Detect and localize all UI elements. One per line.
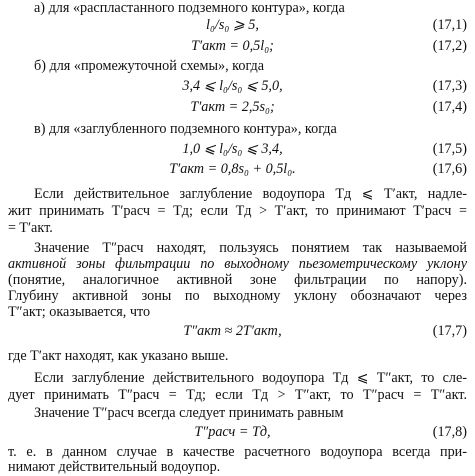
text-line bbox=[8, 304, 467, 321]
text-line bbox=[34, 0, 467, 17]
text-line bbox=[34, 240, 467, 257]
formula-text: 3,4 ⩽ l₀/s₀ ⩽ 5,0, bbox=[182, 78, 283, 94]
formula-text: T′акт = 0,8s₀ + 0,5l₀. bbox=[169, 161, 296, 177]
equation-number: (17,5) bbox=[432, 141, 467, 157]
formula-line bbox=[60, 17, 405, 34]
line-text: где T′акт находят, как указано выше. bbox=[8, 348, 229, 364]
text-line bbox=[8, 387, 467, 404]
equation-number: (17,7) bbox=[432, 323, 467, 339]
formula-text: T′акт = 0,5l₀; bbox=[191, 38, 274, 54]
line-text: нимают действительный водоупор. bbox=[8, 459, 221, 475]
text-line bbox=[34, 370, 467, 387]
equation-number: (17,6) bbox=[432, 161, 467, 177]
formula-text: l₀/s₀ ⩾ 5, bbox=[206, 17, 259, 33]
text-line bbox=[8, 256, 467, 273]
line-text: б) для «промежуточной схемы», когда bbox=[34, 58, 265, 74]
formula-text: T″акт ≈ 2T′акт, bbox=[183, 323, 282, 339]
equation-number: (17,8) bbox=[432, 424, 467, 440]
text-line bbox=[34, 58, 467, 75]
line-text: Значение T″расч находят, пользуясь понятием так называемой bbox=[34, 240, 467, 256]
equation-number: (17,1) bbox=[432, 17, 467, 33]
line-text: жит принимать T′расч = Tд; если Tд > T′акт, то принимают T′расч = bbox=[8, 203, 467, 219]
line-text: Значение T″расч всегда следует принимать равным bbox=[34, 405, 344, 421]
line-text: дует принимать T″расч = Tд; если Tд > T″акт, то T″расч = T″акт. bbox=[8, 387, 467, 403]
formula-text: T′акт = 2,5s₀; bbox=[190, 99, 275, 115]
formula-line bbox=[60, 38, 405, 55]
equation-number: (17,4) bbox=[432, 99, 467, 115]
text-line bbox=[8, 288, 467, 305]
text-line bbox=[34, 405, 467, 422]
text-line bbox=[34, 121, 467, 138]
line-text: Если действительное заглубление водоупора Tд ⩽ T′акт, надле- bbox=[34, 186, 467, 202]
formula-line bbox=[60, 161, 405, 178]
formula-line bbox=[60, 323, 405, 340]
line-text: а) для «распластанного подземного контура», когда bbox=[34, 0, 345, 16]
line-text: активной зоны фильтрации по выходному пьезометрическому уклону bbox=[8, 256, 467, 272]
text-line bbox=[8, 348, 467, 365]
formula-line bbox=[60, 141, 405, 158]
line-text: (понятие, аналогичное активной зоне фильтрации по напору). bbox=[8, 272, 467, 288]
line-text: = T′акт. bbox=[8, 220, 53, 236]
text-line bbox=[8, 272, 467, 289]
formula-text: 1,0 ⩽ l₀/s₀ ⩽ 3,4, bbox=[182, 141, 283, 157]
text-line bbox=[8, 203, 467, 220]
line-text: в) для «заглубленного подземного контура», когда bbox=[34, 121, 337, 137]
equation-number: (17,2) bbox=[432, 38, 467, 54]
line-text: Если заглубление действительного водоупора Tд ⩽ T″акт, то сле- bbox=[34, 370, 467, 386]
formula-line bbox=[60, 424, 405, 441]
text-line bbox=[8, 220, 467, 237]
line-text: т. е. в данном случае в качестве расчетного водоупора всегда при- bbox=[8, 444, 467, 460]
formula-line bbox=[60, 99, 405, 116]
equation-number: (17,3) bbox=[432, 78, 467, 94]
text-line bbox=[34, 186, 467, 203]
line-text: T″акт; оказывается, что bbox=[8, 304, 151, 320]
formula-text: T″расч = Tд, bbox=[194, 424, 271, 440]
formula-line bbox=[60, 78, 405, 95]
line-text: Глубину активной зоны по выходному уклону обозначают через bbox=[8, 288, 467, 304]
